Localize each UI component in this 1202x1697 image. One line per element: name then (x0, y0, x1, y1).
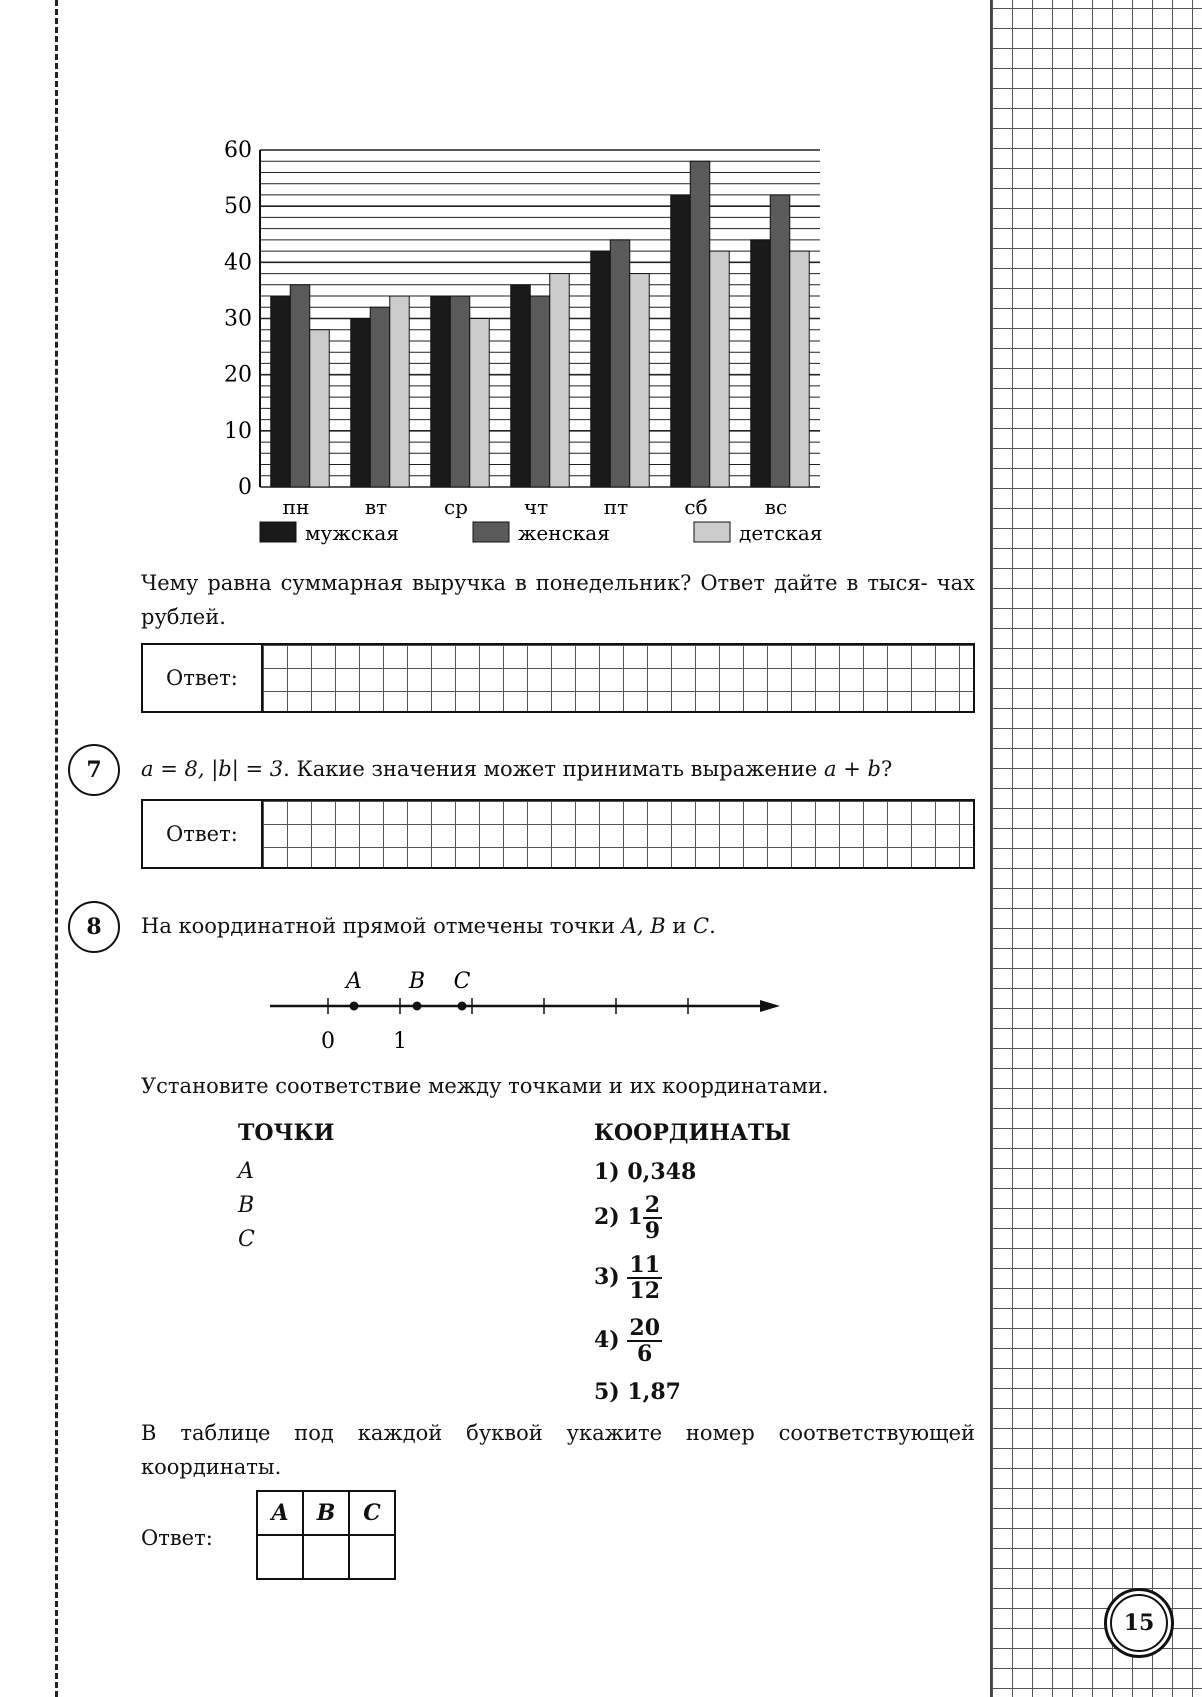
bar-мужская-ср (431, 296, 451, 487)
legend-swatch (260, 522, 296, 542)
coord-2-den: 9 (644, 1218, 660, 1245)
bar-мужская-вт (351, 319, 371, 488)
point-b-label: B (408, 969, 426, 994)
coord-3-num: 11 (629, 1252, 661, 1278)
task7-answer-box[interactable] (141, 799, 975, 869)
answer-label: Ответ: (166, 666, 238, 690)
point-a: A (238, 1159, 254, 1184)
bar-детская-вс (790, 251, 810, 487)
y-tick-label: 50 (224, 194, 252, 220)
task8-intro-c: C (693, 914, 710, 938)
bar-детская-пт (630, 274, 650, 487)
task7-number: 7 (68, 744, 120, 796)
coord-4 (594, 1316, 662, 1366)
task8-answer-table (256, 1490, 396, 1580)
task8-intro-and: и (665, 914, 694, 938)
col-coords-header: КООРДИНАТЫ (594, 1120, 791, 1146)
legend-label: мужская (305, 521, 399, 545)
number-line (260, 960, 800, 1050)
x-tick-label: пт (603, 495, 629, 519)
task8-intro-text: На координатной прямой отмечены точки (141, 914, 622, 938)
answer-cells[interactable] (261, 645, 973, 711)
task8-intro-end: . (709, 914, 716, 938)
x-tick-label: сб (684, 495, 708, 519)
page-number-badge (1104, 1588, 1174, 1658)
task7-question (141, 752, 892, 786)
y-tick-label: 30 (224, 306, 252, 332)
task6-question: Чему равна суммарная выручка в понедельник? Ответ дайте в тыся- чах рублей. (141, 571, 975, 629)
legend-swatch (694, 522, 730, 542)
bar-детская-чт (550, 274, 570, 487)
legend-label: женская (518, 521, 610, 545)
bar-мужская-пт (591, 251, 611, 487)
coord-3-fraction (627, 1253, 662, 1303)
x-tick-label: ср (443, 495, 469, 519)
coord-3 (594, 1253, 662, 1303)
task7-end: ? (880, 757, 893, 781)
task8-intro-points: A, B (621, 914, 666, 938)
cut-line (55, 0, 58, 1697)
task8-table-instruction: В таблице под каждой буквой укажите номер соответствующей координаты. (141, 1421, 975, 1479)
bar-мужская-сб (671, 195, 691, 487)
bar-детская-сб (710, 251, 730, 487)
bar-детская-ср (470, 319, 490, 488)
y-tick-label: 0 (238, 475, 252, 500)
bar-женская-ср (450, 296, 470, 487)
task7-b: |b| = 3 (211, 757, 284, 781)
table-header-b: B (303, 1491, 349, 1535)
bar-женская-сб (690, 161, 710, 487)
point-b-dot (413, 1002, 422, 1011)
point-a-dot (350, 1002, 359, 1011)
coord-4-num: 20 (629, 1315, 661, 1341)
answer-cell-a[interactable] (257, 1535, 303, 1579)
bar-детская-вт (390, 296, 410, 487)
bar-мужская-пн (271, 296, 291, 487)
coord-2-fraction (643, 1193, 662, 1243)
task8-number: 8 (68, 901, 120, 953)
coord-3-prefix: 3) (594, 1264, 620, 1291)
x-tick-label: вс (764, 495, 788, 519)
task7-a: a = 8, (141, 757, 212, 781)
legend-label: детская (739, 521, 823, 545)
point-a-label: A (346, 969, 362, 994)
table-header-c: C (349, 1491, 395, 1535)
tick-label-0: 0 (321, 1029, 335, 1050)
x-tick-label: чт (523, 495, 549, 519)
y-tick-label: 20 (224, 362, 252, 388)
point-c-label: C (453, 969, 471, 994)
coord-2-num: 2 (644, 1192, 660, 1218)
bar-мужская-вс (751, 240, 771, 487)
legend-swatch (473, 522, 509, 542)
coord-2 (594, 1193, 662, 1243)
coord-4-fraction (627, 1316, 662, 1366)
grid-margin (990, 0, 1202, 1697)
task8-intro (141, 909, 716, 943)
coord-2-prefix: 2) 1 (594, 1204, 643, 1231)
task6-answer-box[interactable] (141, 643, 975, 713)
coord-4-prefix: 4) (594, 1327, 620, 1354)
point-c: C (238, 1227, 255, 1252)
answer-label: Ответ: (166, 822, 238, 846)
bar-женская-вт (370, 307, 390, 487)
answer-cell-b[interactable] (303, 1535, 349, 1579)
col-points-header: ТОЧКИ (238, 1120, 335, 1146)
bar-женская-вс (770, 195, 790, 487)
table-header-a: A (257, 1491, 303, 1535)
coord-5: 5) 1,87 (594, 1379, 681, 1405)
bar-мужская-чт (511, 285, 531, 487)
coord-3-den: 12 (629, 1278, 661, 1305)
tick-label-1: 1 (393, 1029, 407, 1050)
answer-cells[interactable] (261, 801, 973, 867)
point-c-dot (458, 1002, 467, 1011)
bar-детская-пн (310, 330, 330, 487)
y-tick-label: 40 (224, 250, 252, 276)
x-tick-label: вт (364, 495, 388, 519)
y-tick-label: 60 (224, 138, 252, 163)
bar-женская-чт (530, 296, 550, 487)
page-number: 15 (1110, 1594, 1168, 1652)
task7-expr: a + b (824, 757, 881, 781)
coord-4-den: 6 (637, 1341, 653, 1368)
bar-женская-пт (610, 240, 630, 487)
revenue-bar-chart (200, 130, 840, 550)
point-b: B (238, 1193, 255, 1218)
coord-1: 1) 0,348 (594, 1159, 697, 1185)
y-tick-label: 10 (224, 418, 252, 444)
task8-answer-label: Ответ: (141, 1526, 213, 1550)
answer-cell-c[interactable] (349, 1535, 395, 1579)
x-tick-label: пн (282, 495, 310, 519)
task7-text: . Какие значения может принимать выражение (283, 757, 825, 781)
task8-instruction: Установите соответствие между точками и их координатами. (141, 1074, 829, 1098)
bar-женская-пн (290, 285, 310, 487)
